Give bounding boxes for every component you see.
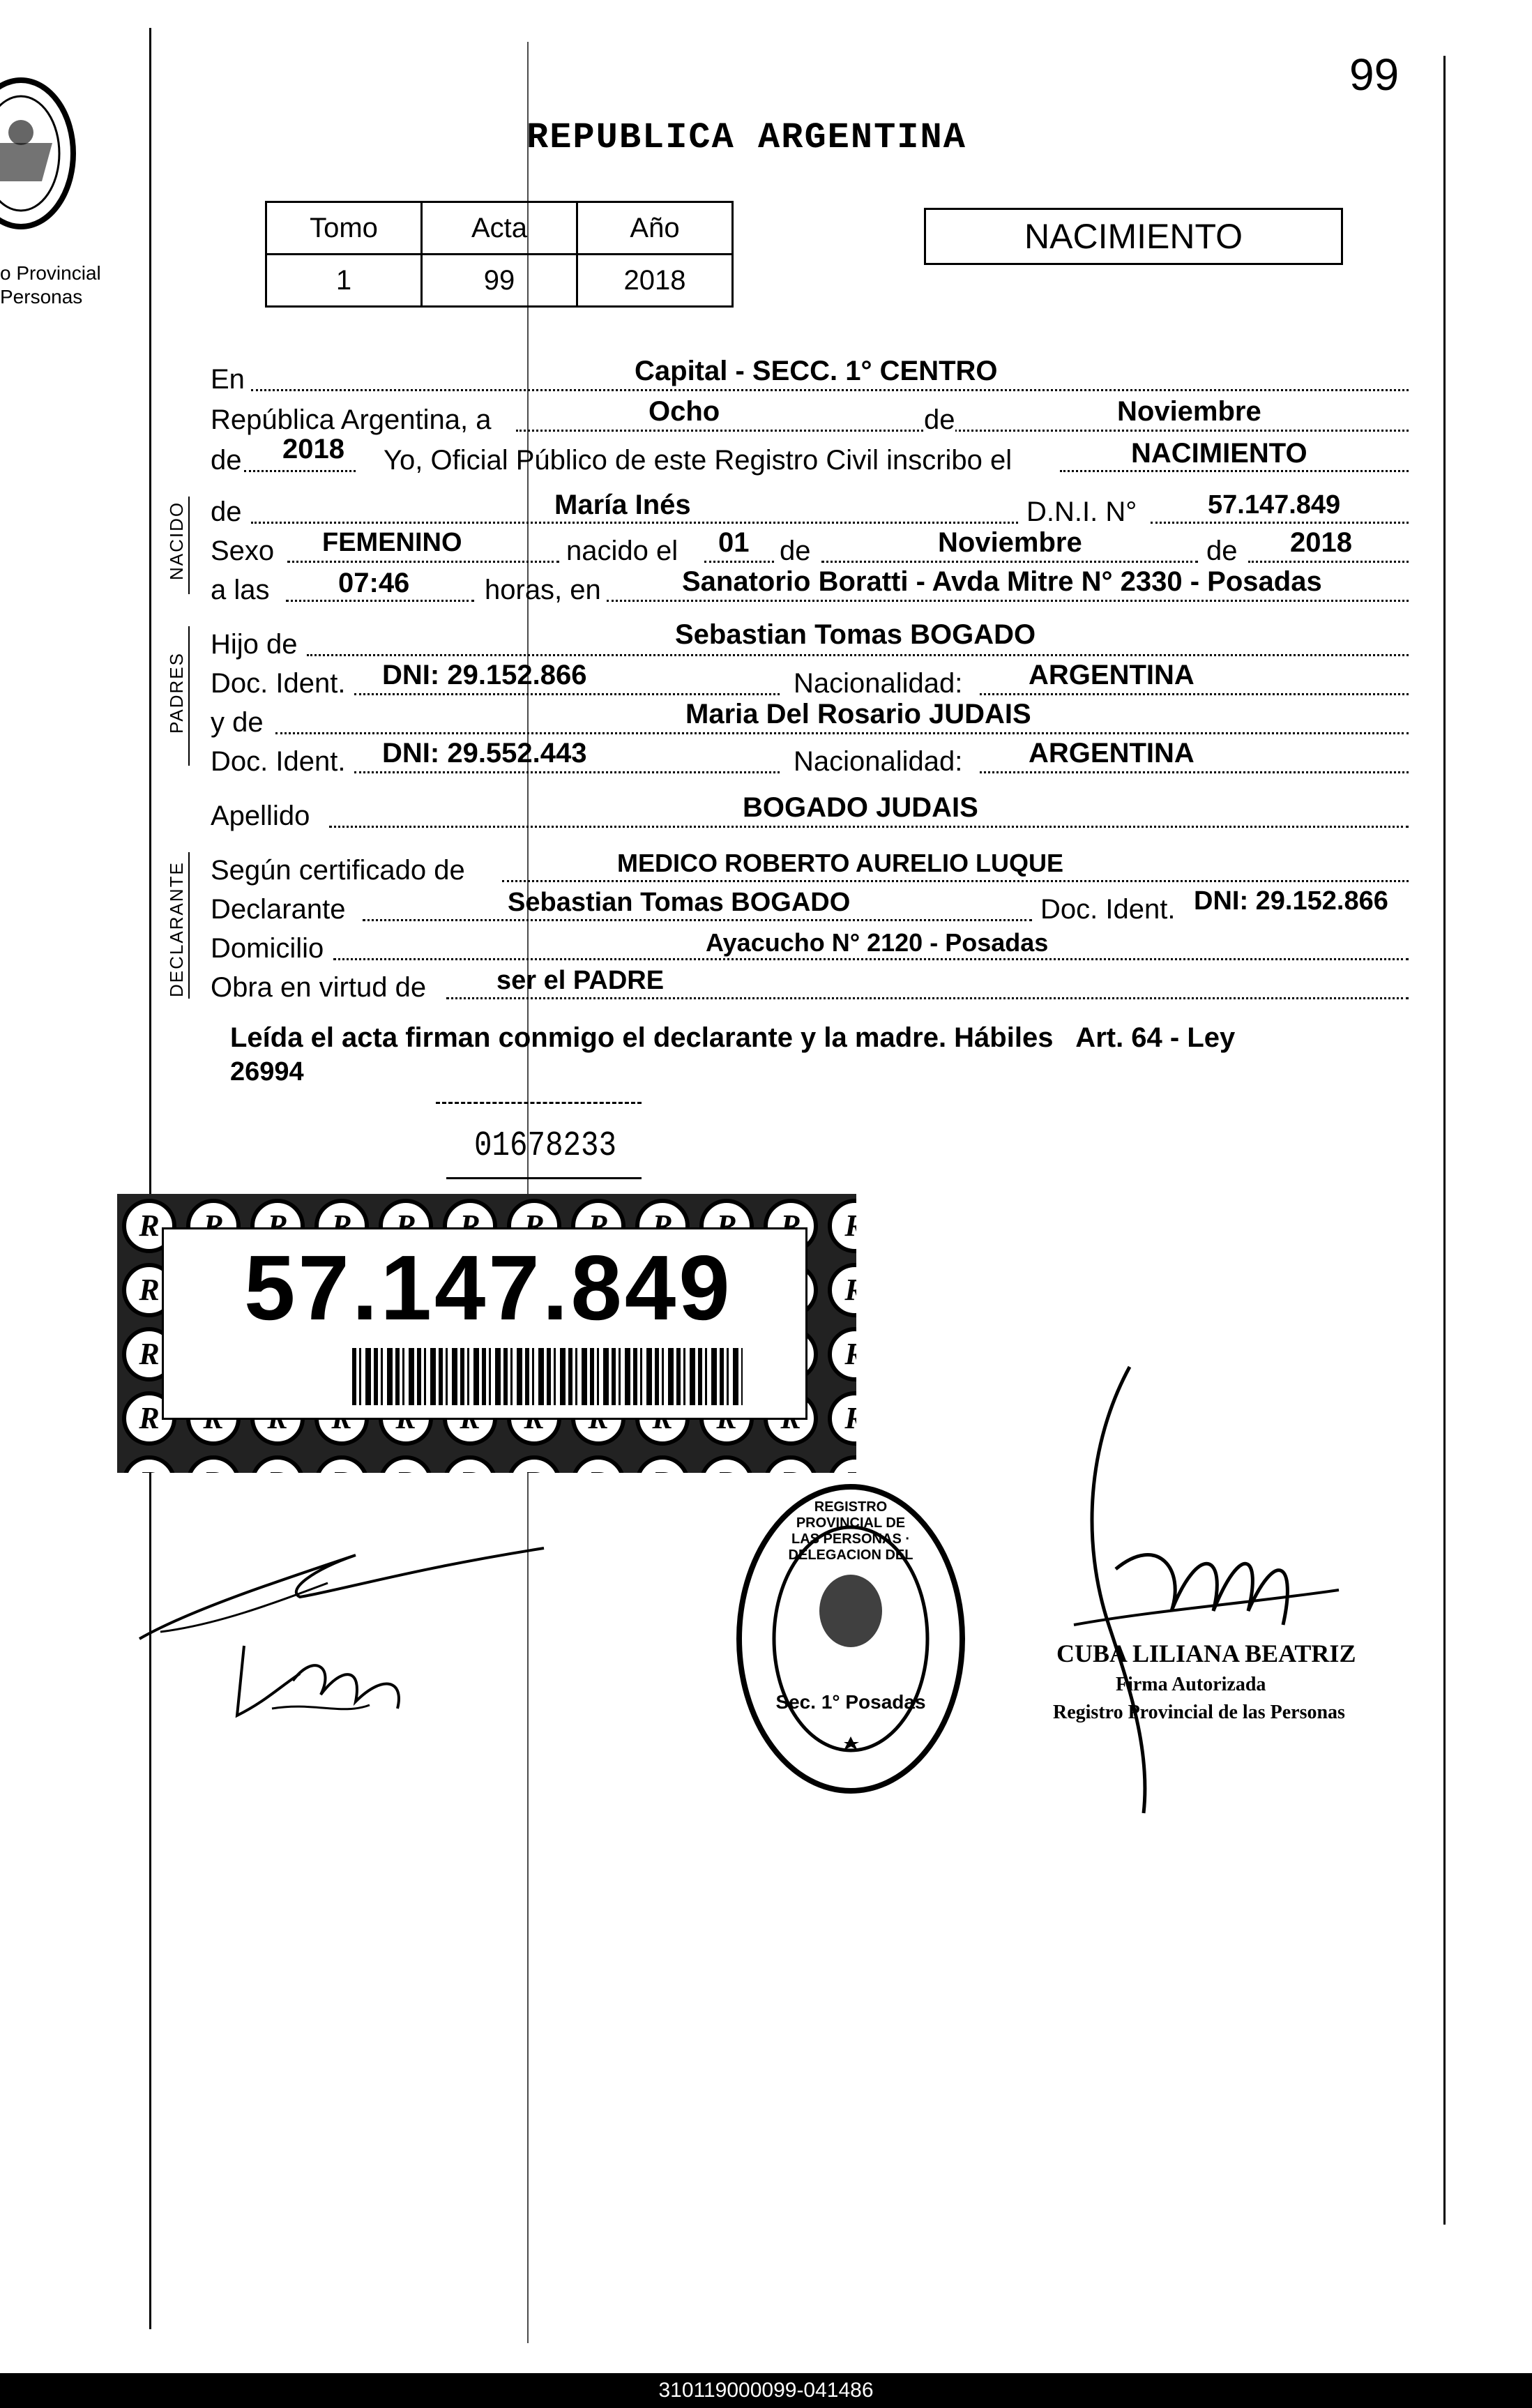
sexo-label: Sexo	[211, 536, 275, 566]
madre-value: Maria Del Rosario JUDAIS	[685, 699, 1031, 729]
alas-label: a las	[211, 575, 270, 605]
dni-sticker	[117, 1194, 856, 1473]
dotted-line	[980, 693, 1409, 695]
sticker-barcode	[352, 1348, 743, 1405]
dotted-line	[307, 654, 1409, 656]
republica-label: República Argentina, a	[211, 404, 492, 435]
center-fold-line	[527, 42, 529, 2343]
horas-label: horas, en	[485, 575, 601, 605]
dia-value: Ocho	[649, 396, 720, 427]
sticker-label	[162, 1227, 807, 1420]
nac-label: Nacionalidad:	[794, 668, 963, 699]
de2-label: de	[211, 445, 242, 476]
cert-value: MEDICO ROBERTO AURELIO LUQUE	[617, 849, 1064, 877]
obra-label: Obra en virtud de	[211, 972, 427, 1003]
page-number: 99	[1349, 50, 1400, 100]
nac-label: Nacionalidad:	[794, 746, 963, 777]
dotted-line	[251, 389, 1409, 391]
dotted-line	[329, 826, 1409, 828]
left-margin-line	[149, 28, 151, 2329]
nacido-label: nacido el	[566, 536, 678, 566]
dotted-line	[244, 470, 356, 472]
authority-name: CUBA LILIANA BEATRIZ	[1056, 1640, 1356, 1667]
dotted-line	[1060, 470, 1409, 472]
dni-label: D.N.I. N°	[1026, 497, 1137, 527]
table-cell: 2018	[577, 255, 733, 307]
padre-value: Sebastian Tomas BOGADO	[675, 619, 1036, 650]
dotted-line	[286, 600, 474, 602]
doc-label: Doc. Ident.	[211, 668, 346, 699]
section-bar	[188, 852, 190, 999]
seal-caption-1: o Provincial	[0, 262, 101, 284]
closing-line-1: Leída el acta firman conmigo el declarante y la madre. Hábiles Art. 64 - Ley	[230, 1022, 1236, 1053]
serial-underline	[446, 1177, 642, 1179]
anio-value: 2018	[282, 434, 344, 464]
sticker-dni-number: 57.147.849	[244, 1236, 733, 1339]
table-cell: 1	[266, 255, 422, 307]
dom-value: Ayacucho N° 2120 - Posadas	[706, 928, 1049, 957]
section-bar	[188, 626, 190, 766]
closing-line-2: 26994	[230, 1057, 304, 1086]
stamp-ring-text: REGISTRO PROVINCIAL DE LAS PERSONAS · DELEGACION DEL	[788, 1499, 913, 1563]
dotted-line	[251, 522, 1018, 524]
dia-nac-value: 01	[718, 527, 750, 558]
footer-code: 310119000099-041486	[658, 2379, 874, 2402]
yde-label: y de	[211, 707, 264, 738]
padre-nac-value: ARGENTINA	[1029, 660, 1194, 690]
en-label: En	[211, 364, 245, 395]
footer-bar	[0, 2373, 1532, 2408]
decl-value: Sebastian Tomas BOGADO	[508, 888, 851, 917]
dotted-line	[821, 561, 1198, 563]
record-table	[265, 201, 734, 308]
dotted-line	[446, 997, 1409, 999]
section-label-nacido: NACIDO	[166, 501, 187, 580]
en-value: Capital - SECC. 1° CENTRO	[635, 356, 998, 386]
dotted-line	[333, 958, 1409, 960]
dotted-line	[354, 771, 780, 773]
table-cell: 99	[422, 255, 577, 307]
nombre-value: María Inés	[554, 490, 691, 520]
page-title: REPUBLICA ARGENTINA	[526, 117, 966, 158]
de-label-3: de	[1206, 536, 1238, 566]
dotted-line	[1248, 561, 1409, 563]
de-label-2: de	[780, 536, 811, 566]
apellido-value: BOGADO JUDAIS	[743, 792, 978, 823]
decl-doc-value: DNI: 29.152.866	[1194, 886, 1388, 916]
hora-value: 07:46	[338, 568, 410, 598]
dotted-line	[980, 771, 1409, 773]
stamp-inner-text: Sec. 1° Posadas	[775, 1691, 926, 1713]
section-label-padres: PADRES	[166, 652, 187, 734]
decl-doc-label: Doc. Ident.	[1040, 894, 1176, 925]
section-bar	[188, 497, 190, 594]
record-type-box	[924, 208, 1343, 265]
tipo-value: NACIMIENTO	[1131, 438, 1307, 469]
anio-nac-value: 2018	[1290, 527, 1352, 558]
provincial-seal	[0, 77, 91, 237]
table-header: Acta	[422, 202, 577, 255]
sexo-value: FEMENINO	[322, 528, 462, 557]
oficial-text: Yo, Oficial Público de este Registro Civil inscribo el	[384, 445, 1013, 476]
dotted-line	[354, 693, 780, 695]
dotted-line	[363, 919, 1032, 921]
dotted-line	[502, 880, 1409, 882]
signature-declarante	[132, 1527, 565, 1736]
doc-label: Doc. Ident.	[211, 746, 346, 777]
obra-value: ser el PADRE	[496, 966, 665, 995]
cert-label: Según certificado de	[211, 855, 465, 886]
dni-value: 57.147.849	[1208, 490, 1341, 520]
decl-label: Declarante	[211, 894, 346, 925]
mes-nac-value: Noviembre	[938, 527, 1082, 558]
serial-marks	[436, 1102, 642, 1104]
madre-doc-value: DNI: 29.552.443	[382, 738, 587, 768]
authority-role: Firma Autorizada	[1116, 1674, 1266, 1695]
dom-label: Domicilio	[211, 933, 324, 964]
table-header: Tomo	[266, 202, 422, 255]
table-header: Año	[577, 202, 733, 255]
record-type: NACIMIENTO	[1024, 217, 1243, 256]
de-label: de	[924, 404, 955, 435]
serial-number: 01678233	[474, 1126, 617, 1166]
hijo-label: Hijo de	[211, 629, 298, 660]
de-label: de	[211, 497, 242, 527]
mes-value: Noviembre	[1117, 396, 1261, 427]
dotted-line	[516, 430, 1409, 432]
official-stamp	[732, 1478, 969, 1799]
lugar-value: Sanatorio Boratti - Avda Mitre N° 2330 - Posadas	[682, 566, 1322, 597]
dotted-line	[287, 561, 559, 563]
madre-nac-value: ARGENTINA	[1029, 738, 1194, 768]
apellido-label: Apellido	[211, 801, 310, 831]
dotted-line	[607, 600, 1409, 602]
authority-office: Registro Provincial de las Personas	[1053, 1702, 1345, 1723]
dotted-line	[1151, 522, 1409, 524]
right-margin-line	[1443, 56, 1446, 2225]
dotted-line	[704, 561, 774, 563]
seal-caption-2: Personas	[0, 286, 83, 308]
padre-doc-value: DNI: 29.152.866	[382, 660, 587, 690]
section-label-declarante: DECLARANTE	[166, 861, 187, 997]
dotted-line	[275, 732, 1409, 734]
signature-authority	[1046, 1360, 1353, 1820]
